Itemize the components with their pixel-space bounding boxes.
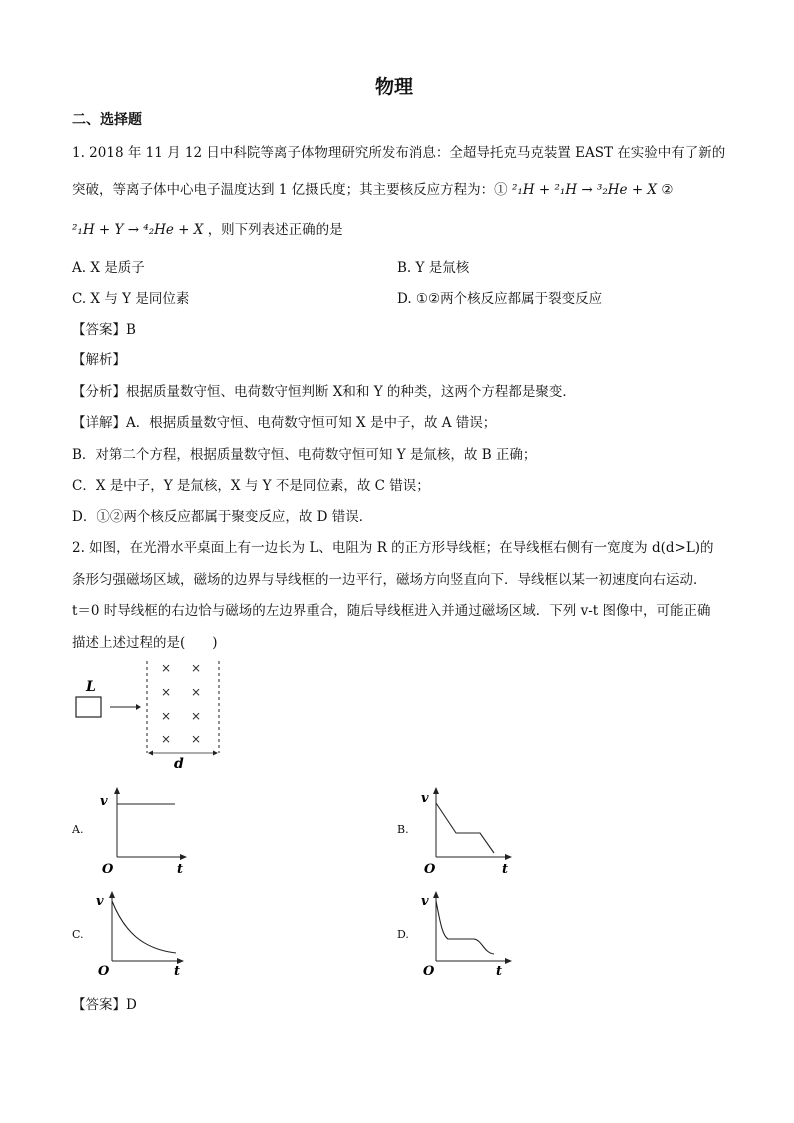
q1-equation-2: ²₁H + Y → ⁴₂He + X	[72, 222, 204, 238]
svg-text:×: ×	[161, 661, 172, 675]
axis-label-v: v	[421, 791, 429, 806]
axis-label-t: t	[174, 964, 181, 979]
magnetic-field-figure	[70, 655, 230, 775]
section-heading: 二、选择题	[72, 112, 142, 128]
fenxi-text: 根据质量数守恒、电荷数守恒判断 X和和 Y 的种类，这两个方程都是聚变．	[126, 384, 576, 400]
y-axis-arrow-icon	[433, 787, 439, 794]
y-axis-arrow-icon	[109, 891, 115, 898]
graph-b-label: B.	[397, 823, 409, 836]
q2-line2: 条形匀强磁场区域，磁场的边界与导线框的一边平行，磁场方向竖直向下．导线框以某一初速度向右运动．	[72, 572, 707, 588]
origin-label: O	[98, 964, 110, 979]
dim-arrow-left-icon	[148, 751, 153, 756]
graph-c	[92, 887, 192, 982]
dim-arrow-right-icon	[213, 751, 218, 756]
y-axis-arrow-icon	[114, 787, 120, 794]
label-L: L	[86, 679, 96, 695]
answer-label: 【答案】	[72, 997, 126, 1013]
axis-label-t: t	[502, 862, 509, 877]
q1-equation-1: ²₁H + ²₁H → ³₂He + X	[511, 182, 658, 198]
answer-value: B	[126, 322, 136, 338]
graph-b	[418, 785, 518, 880]
q1-line1: 1. 2018 年 11 月 12 日中科院等离子体物理研究所发布消息：全超导托克马克装置 EAST 在实验中有了新的	[72, 145, 726, 161]
q1-option-d: D. ①②两个核反应都属于裂变反应	[397, 291, 603, 307]
graph-a	[95, 785, 195, 880]
q1-line3-text: ，则下列表述正确的是	[207, 222, 343, 238]
wire-frame	[76, 697, 101, 717]
origin-label: O	[423, 964, 435, 979]
axis-label-v: v	[100, 794, 108, 809]
svg-text:×: ×	[161, 709, 172, 723]
field-crosses	[161, 661, 201, 746]
svg-text:×: ×	[191, 709, 202, 723]
x-axis-arrow-icon	[180, 854, 187, 860]
graph-d	[418, 887, 518, 982]
answer-value: D	[126, 997, 137, 1013]
q1-answer	[72, 318, 136, 338]
q1-xiangjie-b: B．对第二个方程，根据质量数守恒、电荷数守恒可知 Y 是氚核，故 B 正确；	[72, 447, 537, 463]
graph-c-label: C.	[72, 928, 84, 941]
svg-text:×: ×	[191, 661, 202, 675]
q2-line1: 2. 如图，在光滑水平桌面上有一边长为 L、电阻为 R 的正方形导线框；在导线框右侧有一宽度为 d(d>L)的	[72, 540, 714, 556]
curve-b	[436, 803, 494, 853]
svg-text:×: ×	[161, 732, 172, 746]
axis-label-v: v	[421, 894, 429, 909]
y-axis-arrow-icon	[433, 891, 439, 898]
x-axis-arrow-icon	[505, 958, 512, 964]
q2-line4: 描述上述过程的是( )	[72, 635, 218, 651]
graph-a-label: A.	[72, 823, 84, 836]
q1-xiangjie-a	[72, 411, 496, 431]
q1-analysis-label: 【解析】	[72, 352, 126, 368]
curve-c	[112, 901, 176, 953]
axis-label-t: t	[177, 862, 184, 877]
origin-label: O	[102, 862, 114, 877]
q1-line2	[72, 178, 673, 198]
q1-line3	[72, 218, 343, 238]
axis-label-t: t	[496, 964, 503, 979]
q1-option-a: A. X 是质子	[72, 260, 145, 276]
curve-d	[436, 901, 494, 954]
q2-answer	[72, 993, 137, 1013]
q1-marker-2: ②	[661, 182, 674, 198]
label-d: d	[174, 756, 184, 772]
arrow-head-icon	[136, 704, 141, 710]
svg-text:×: ×	[191, 685, 202, 699]
page-title: 物理	[375, 76, 414, 98]
xiangjie-a-text: A．根据质量数守恒、电荷数守恒可知 X 是中子，故 A 错误；	[126, 415, 497, 431]
origin-label: O	[424, 862, 436, 877]
xiangjie-label: 【详解】	[72, 415, 126, 431]
graph-d-label: D.	[397, 928, 409, 941]
q1-option-c: C. X 与 Y 是同位素	[72, 291, 190, 307]
q1-xiangjie-d: D．①②两个核反应都属于聚变反应，故 D 错误．	[72, 509, 373, 525]
q1-xiangjie-c: C．X 是中子，Y 是氚核，X 与 Y 不是同位素，故 C 错误；	[72, 478, 430, 494]
fenxi-label: 【分析】	[72, 384, 126, 400]
answer-label: 【答案】	[72, 322, 126, 338]
axis-label-v: v	[96, 894, 104, 909]
q1-line2-text: 突破，等离子体中心电子温度达到 1 亿摄氏度；其主要核反应方程为：①	[72, 182, 508, 198]
q2-line3: t＝0 时导线框的右边恰与磁场的左边界重合，随后导线框进入并通过磁场区域．下列 v-t 图像中，可能正确	[72, 603, 711, 619]
svg-text:×: ×	[191, 732, 202, 746]
svg-text:×: ×	[161, 685, 172, 699]
q1-option-b: B. Y 是氚核	[397, 260, 470, 276]
q1-fenxi	[72, 380, 576, 400]
x-axis-arrow-icon	[505, 854, 512, 860]
